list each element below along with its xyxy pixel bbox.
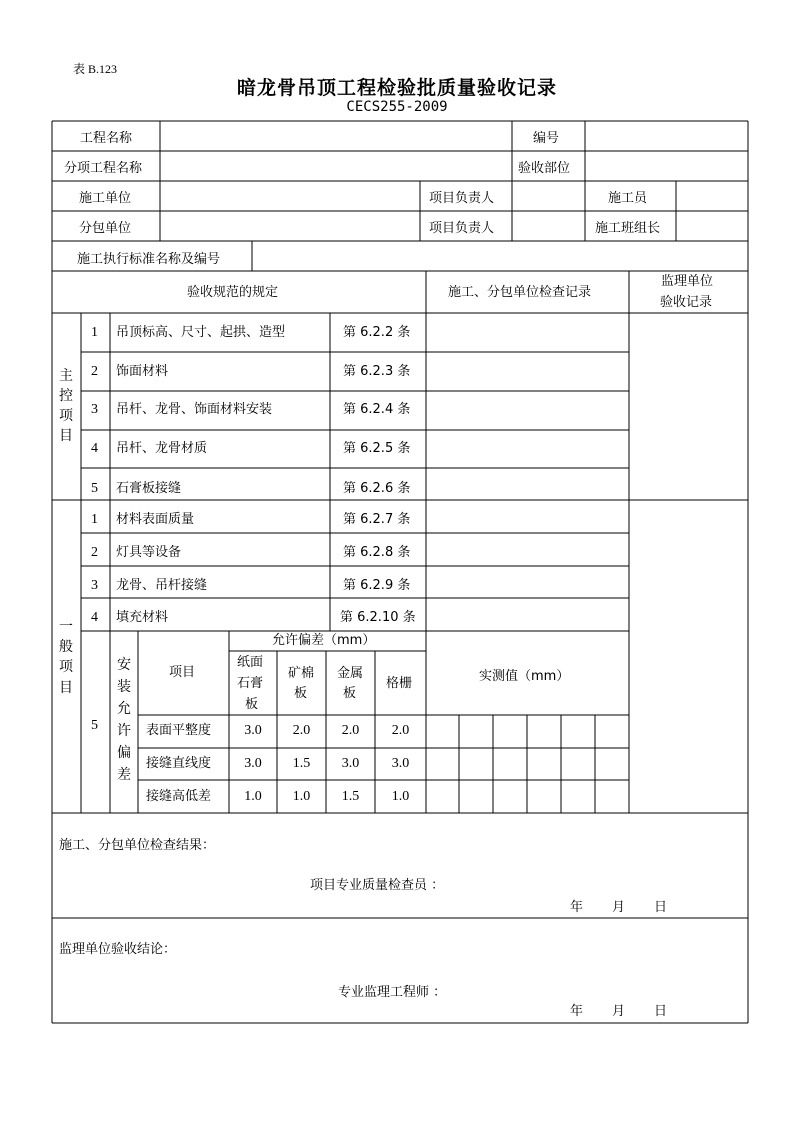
standard-code: CECS255-2009 <box>346 99 448 115</box>
label-project-manager: 项目负责人 <box>429 191 495 206</box>
label-construction-unit: 施工单位 <box>79 191 132 206</box>
date-day: 日 <box>654 900 668 915</box>
item-number: 3 <box>91 402 98 417</box>
column-check-record: 施工、分包单位检查记录 <box>448 285 592 300</box>
label-serial-no: 编号 <box>533 131 560 146</box>
item-clause: 第 6.2.2 条 <box>343 325 411 340</box>
label-sub-project: 分项工程名称 <box>64 161 143 176</box>
item-name: 石膏板接缝 <box>116 481 182 496</box>
item-name: 吊杆、龙骨、饰面材料安装 <box>116 402 273 417</box>
item-clause: 第 6.2.3 条 <box>343 364 411 379</box>
column-grille: 格栅 <box>386 676 413 691</box>
item-clause: 第 6.2.10 条 <box>340 610 416 625</box>
label-project-name: 工程名称 <box>80 131 133 146</box>
item-number: 2 <box>91 545 98 560</box>
column-spec: 验收规范的规定 <box>187 285 279 300</box>
item-clause: 第 6.2.9 条 <box>343 578 411 593</box>
column-supervisor-line1: 监理单位 <box>661 274 714 289</box>
item-number: 5 <box>91 718 98 733</box>
item-number: 4 <box>91 441 98 456</box>
item-name: 吊顶标高、尺寸、起拱、造型 <box>116 325 286 340</box>
label-project-manager-2: 项目负责人 <box>429 221 495 236</box>
item-number: 4 <box>91 610 98 625</box>
deviation-item-label: 项目 <box>169 665 196 680</box>
quality-inspector-label: 项目专业质量检查员 ： <box>310 878 445 893</box>
label-sub-unit: 分包单位 <box>79 221 132 236</box>
item-name: 材料表面质量 <box>116 512 195 527</box>
item-name: 吊杆、龙骨材质 <box>116 441 208 456</box>
label-accept-part: 验收部位 <box>518 161 571 176</box>
deviation-header: 允许偏差（mm） <box>272 633 376 648</box>
table-tag: 表 B.123 <box>73 62 118 76</box>
item-number: 1 <box>91 512 98 527</box>
page-title: 暗龙骨吊顶工程检验批质量验收记录 <box>236 77 557 99</box>
label-standard: 施工执行标准名称及编号 <box>77 252 221 267</box>
date-month: 月 <box>612 900 626 915</box>
item-clause: 第 6.2.6 条 <box>343 481 411 496</box>
label-worker: 施工员 <box>608 191 648 206</box>
item-number: 3 <box>91 578 98 593</box>
item-name: 饰面材料 <box>116 364 169 379</box>
item-number: 5 <box>91 481 98 496</box>
date-year-2: 年 <box>570 1004 584 1019</box>
supervising-engineer-label: 专业监理工程师 ： <box>338 985 447 1000</box>
item-name: 灯具等设备 <box>116 545 182 560</box>
item-clause: 第 6.2.7 条 <box>343 512 411 527</box>
item-number: 1 <box>91 325 98 340</box>
measured-value-label: 实测值（mm） <box>479 669 570 684</box>
date-month-2: 月 <box>612 1004 626 1019</box>
item-clause: 第 6.2.8 条 <box>343 545 411 560</box>
item-clause: 第 6.2.4 条 <box>343 402 411 417</box>
item-number: 2 <box>91 364 98 379</box>
column-supervisor-line2: 验收记录 <box>660 295 713 310</box>
item-name: 填充材料 <box>116 610 169 625</box>
item-name: 龙骨、吊杆接缝 <box>116 578 208 593</box>
item-clause: 第 6.2.5 条 <box>343 441 411 456</box>
check-result-label: 施工、分包单位检查结果： <box>59 838 216 853</box>
date-year: 年 <box>570 900 584 915</box>
date-day-2: 日 <box>654 1004 668 1019</box>
supervisor-conclusion-label: 监理单位验收结论： <box>59 942 177 957</box>
label-team-leader: 施工班组长 <box>595 221 661 236</box>
